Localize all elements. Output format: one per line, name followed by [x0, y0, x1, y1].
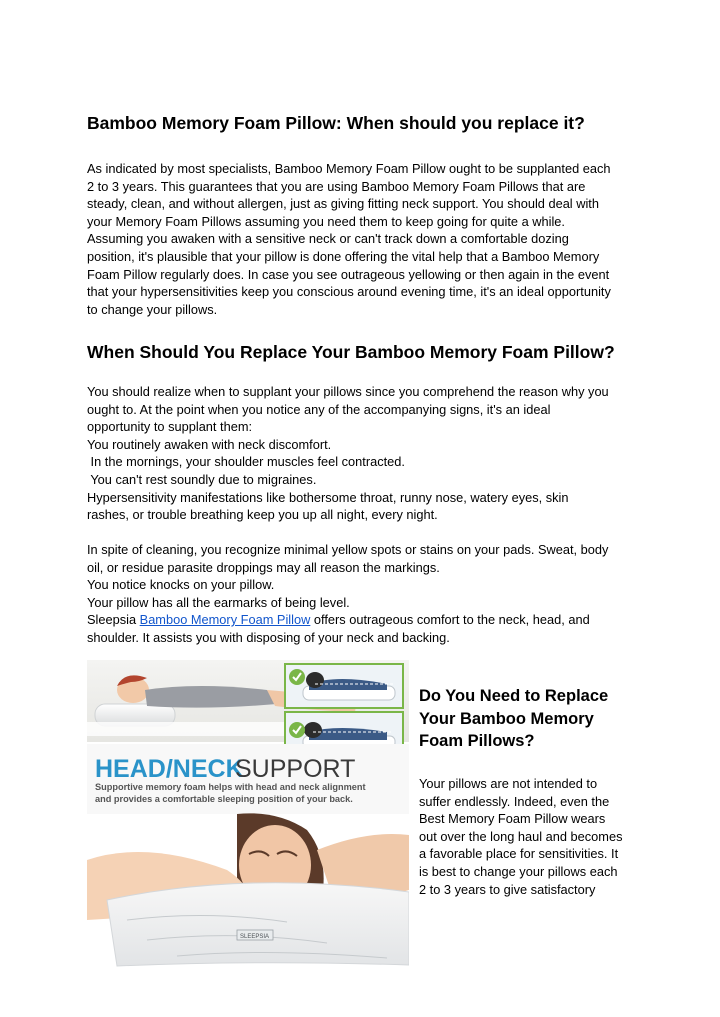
- text-line: a favorable place for sensitivities. It: [419, 846, 619, 862]
- text-line: rashes, or trouble breathing keep you up all night, every night.: [87, 507, 438, 523]
- text-line: 2 to 3 years. This guarantees that you are using Bamboo Memory Foam Pillows that are: [87, 178, 586, 194]
- paragraph-signs: [87, 383, 647, 524]
- banner-title-accent: HEAD/NECK: [95, 755, 244, 783]
- check-icon: [289, 722, 305, 738]
- heading-when-replace: When Should You Replace Your Bamboo Memory Foam Pillow?: [87, 342, 615, 362]
- paragraph-stains: [87, 541, 647, 647]
- text-line: 2 to 3 years to give satisfactory: [419, 881, 596, 897]
- text-line: position, it's plausible that your pillow is done offering the vital help that a Bamboo Memory: [87, 248, 600, 264]
- text-line: out over the long haul and becomes: [419, 828, 623, 844]
- text-line: that your hypersensitivities keep you conscious around evening time, it's an ideal opportunity: [87, 284, 611, 300]
- text-line: Your Bamboo Memory: [419, 709, 594, 728]
- text-line: opportunity to supplant them:: [87, 419, 253, 435]
- text-line: Assuming you awaken with a sensitive neck or can't track down a comfortable dozing: [87, 231, 569, 247]
- text-line: Best Memory Foam Pillow wears: [419, 811, 606, 827]
- text-line: ought to. At the point when you notice any of the accompanying signs, it's an ideal: [87, 401, 551, 417]
- text-line: You should realize when to supplant your pillows since you comprehend the reason why you: [87, 384, 609, 399]
- text-line: Foam Pillow regularly does. In case you see outrageous yellowing or then again in the event: [87, 266, 610, 282]
- text-line: Your pillow has all the earmarks of being level.: [87, 594, 350, 610]
- check-icon: [289, 669, 305, 685]
- pillow-tag-label: SLEEPSIA: [240, 934, 270, 940]
- text-line: You notice knocks on your pillow.: [87, 577, 275, 593]
- text-line: suffer endlessly. Indeed, even the: [419, 793, 610, 809]
- text-line: Do You Need to Replace: [419, 687, 609, 705]
- alignment-panel-top: [285, 664, 403, 708]
- text-line: oil, or residue parasite droppings may all reason the markings.: [87, 559, 440, 575]
- text-line: to change your pillows.: [87, 301, 218, 317]
- text-line: As indicated by most specialists, Bamboo Memory Foam Pillow ought to be supplanted each: [87, 161, 611, 176]
- text-line: your Memory Foam Pillows assuming you need them to keep going for quite a while.: [87, 213, 565, 229]
- text-fragment: Sleepsia: [87, 612, 140, 628]
- banner-line: and provides a comfortable sleeping position of your back.: [95, 794, 353, 804]
- side-paragraph: [419, 775, 649, 898]
- paragraph-intro: [87, 160, 647, 318]
- banner-line: Supportive memory foam helps with head and neck alignment: [95, 782, 366, 792]
- product-link[interactable]: Bamboo Memory Foam Pillow: [139, 612, 311, 628]
- text-line: You can't rest soundly due to migraines.: [87, 471, 317, 487]
- pillow-product-image: [87, 660, 409, 973]
- text-line: In spite of cleaning, you recognize minimal yellow spots or stains on your pads. Sweat, body: [87, 542, 609, 557]
- banner-title: SUPPORT: [235, 755, 356, 783]
- side-heading: [419, 685, 649, 753]
- text-line: shoulder. It assists you with disposing of your neck and backing.: [87, 629, 450, 645]
- text-line: Foam Pillows?: [419, 732, 535, 750]
- text-line: is best to change your pillows each: [419, 863, 618, 879]
- heading-replace: Bamboo Memory Foam Pillow: When should you replace it?: [87, 113, 585, 133]
- text-line: In the mornings, your shoulder muscles feel contracted.: [87, 454, 405, 470]
- text-line: You routinely awaken with neck discomfort.: [87, 436, 332, 452]
- text-line: Hypersensitivity manifestations like bothersome throat, runny nose, watery eyes, skin: [87, 489, 569, 505]
- text-fragment: offers outrageous comfort to the neck, head, and: [310, 612, 590, 628]
- text-line: [87, 611, 647, 629]
- text-line: steady, clean, and without allergen, just as giving fitting neck support. You should deal with: [87, 196, 599, 212]
- text-line: Your pillows are not intended to: [419, 776, 598, 791]
